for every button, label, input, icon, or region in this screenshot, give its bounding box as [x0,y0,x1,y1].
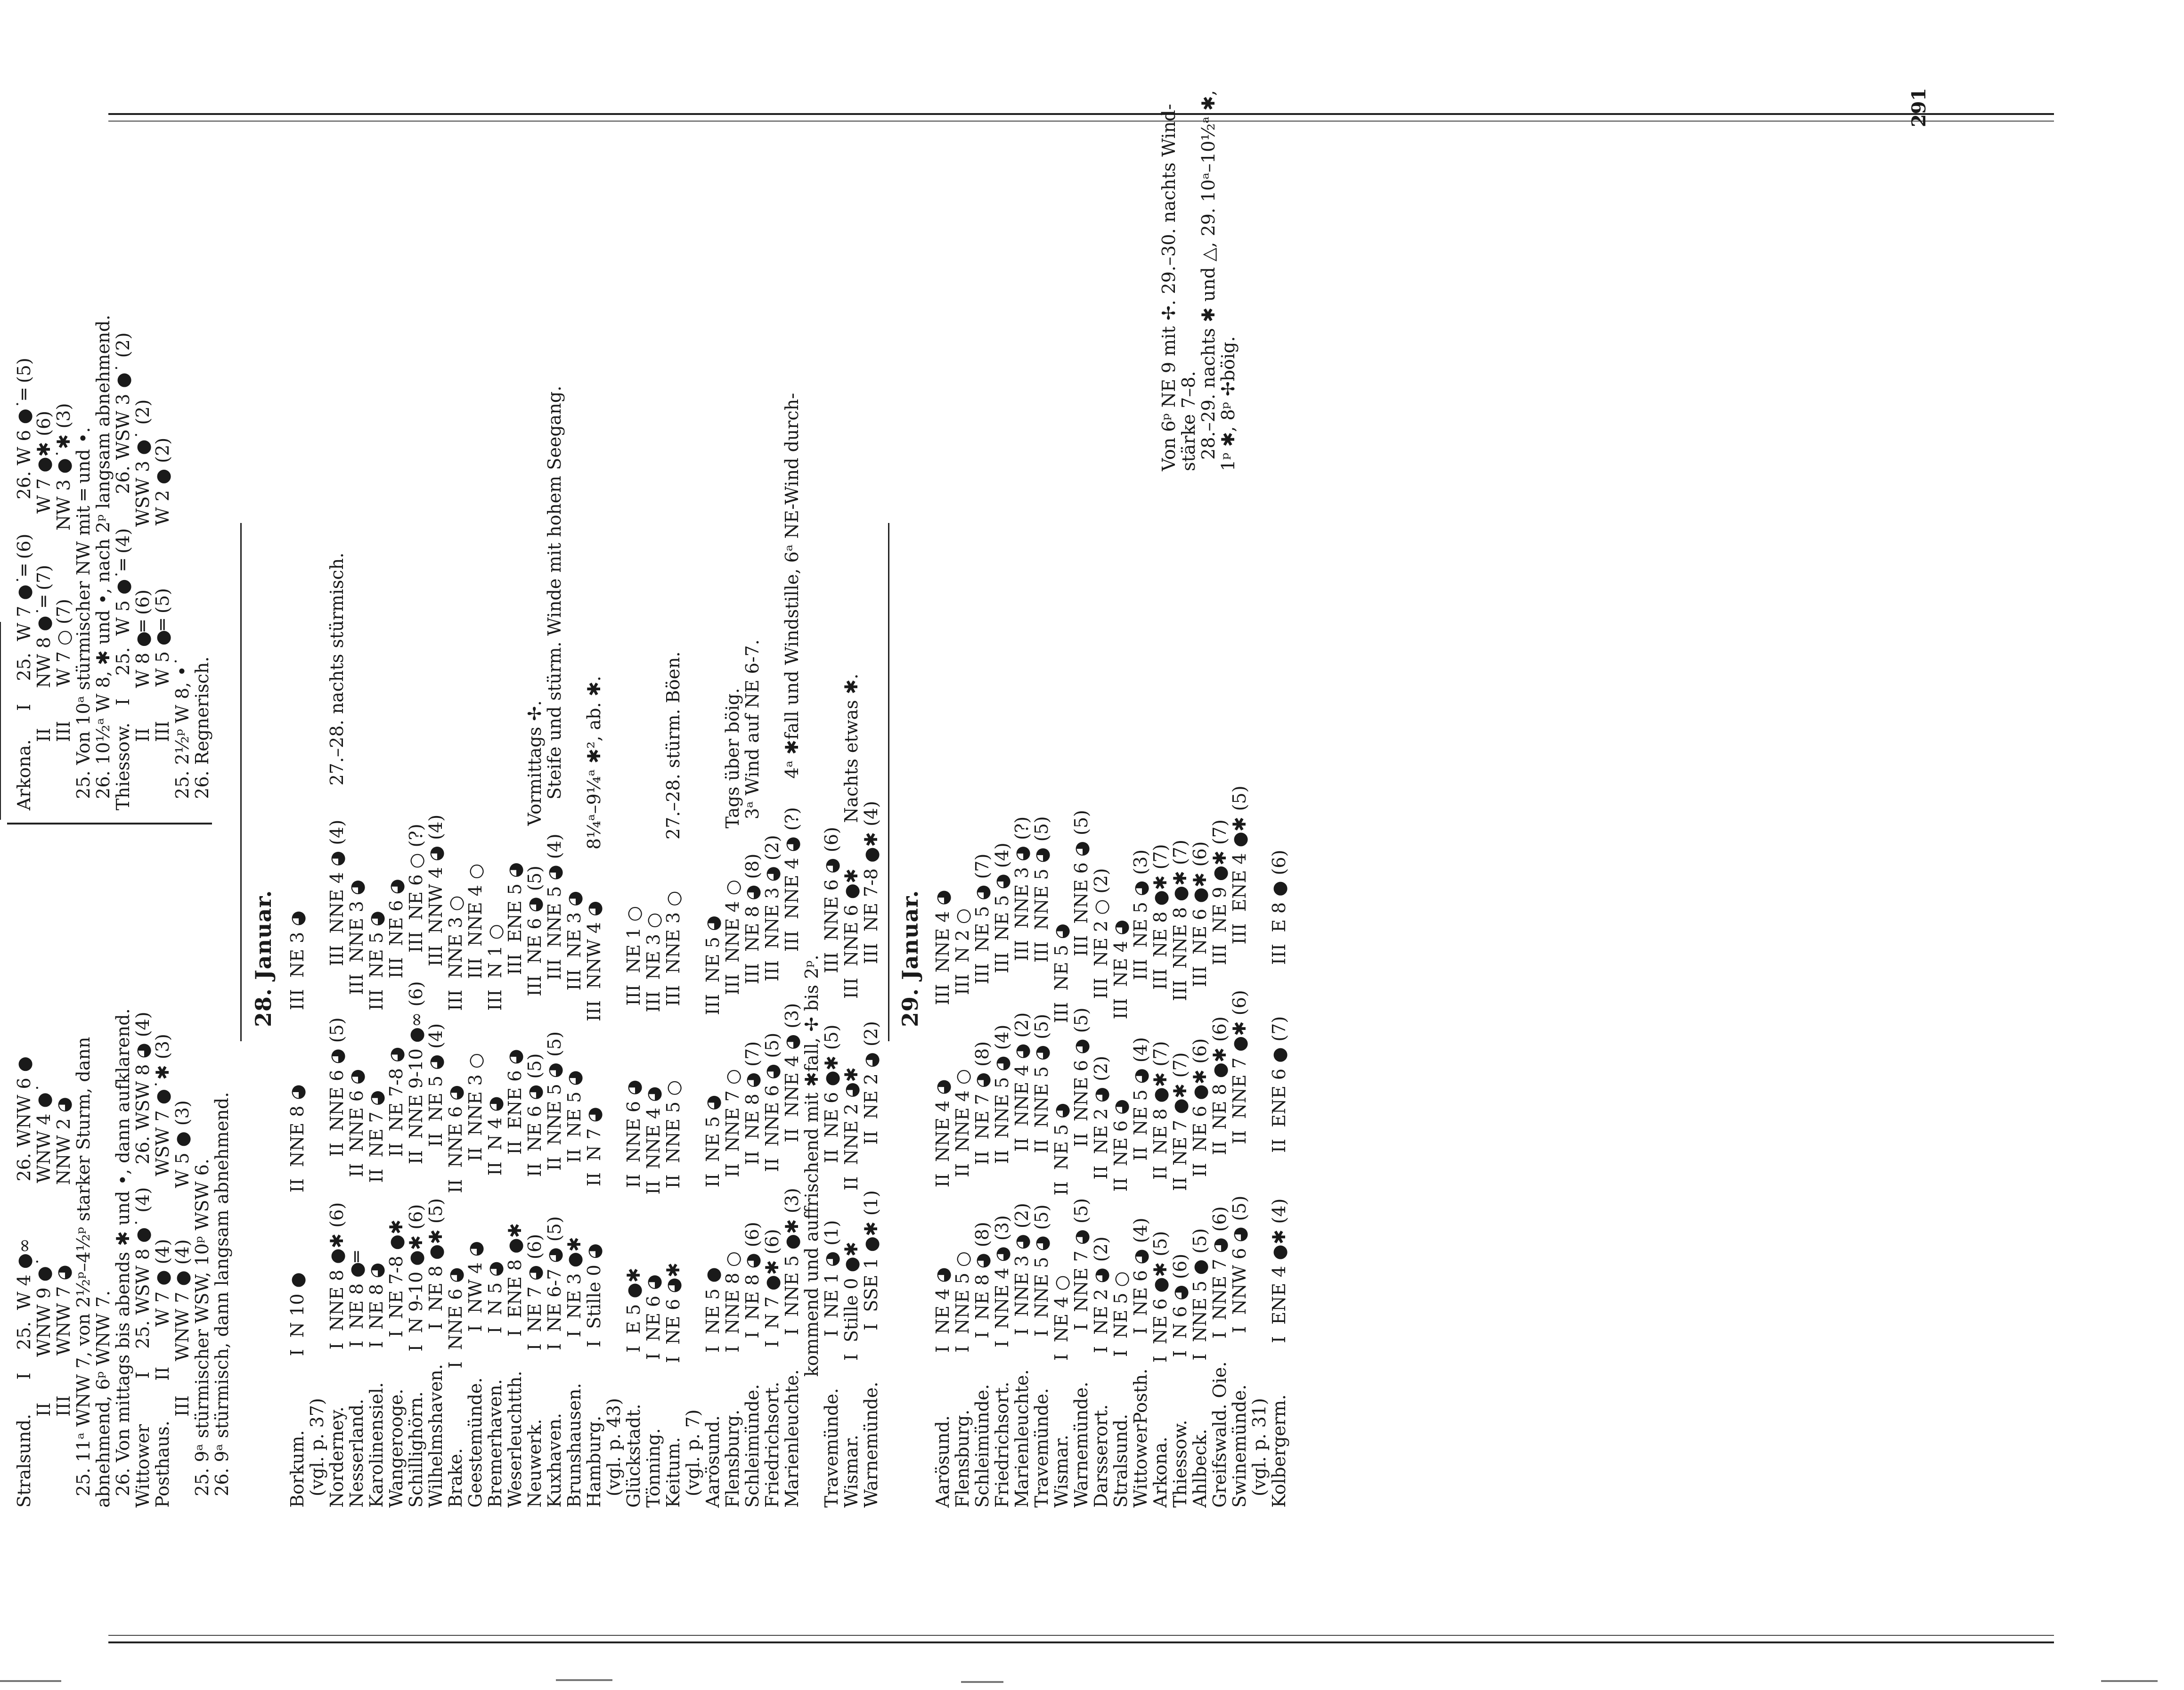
s3-row: Aarösund. I NE 4 ◕ II NNE 4 ◕ III NNE 4 ◕ [932,890,953,1508]
scan-edge-mark [961,1681,1003,1683]
scan-edge-mark [0,1680,61,1682]
s2-row: (vgl. p. 43) [603,1398,624,1508]
scan-edge-mark [2101,1680,2158,1682]
s2-row: Tönning. I NE 6 ◕ II NNE 4 ◕ III NE 3 ○ [643,912,664,1508]
s3-note-line: 28.–29. nachts ✱ und △, 29. 10ᵃ–10½ᵃ ✱, [1198,90,1219,471]
s2-row: Bremerhaven. I N 5 ◕ II N 4 ◕ III N 1 ○ [485,924,505,1508]
s1-right-line: III W 7 ○ (7) NW 3 ●˙✱ (3) [53,403,74,810]
s2-row: Friedrichsort. I N 7 ●✱ (6) II NNE 6 ◕ (5) III NNE 3 ◕ (2) [762,835,782,1508]
s3-row: Darsserort. I NE 2 ◕ (2) II NE 2 ◕ (2) III NE 2 ○ (2) [1091,868,1111,1508]
s1-right-line: III W 5 ●═ (5) W 2 ● (2) [152,437,173,810]
s2-row: Hamburg. I Stille 0 ◕ II N 7 ◕ III NNW 4 ◕ 8¼ᵃ–9¼ᵃ ✱², ab. ✱. [584,676,604,1508]
s2-row: (vgl. p. 37) [307,1398,327,1508]
s3-row: Flensburg. I NNE 5 ○ II NNE 4 ○ III N 2 ○ [952,908,973,1508]
s3-row: Friedrichsort. I NNE 4 ◕ (3) II NNE 5 ◕ (4) III NE 5 ◕ (4) [992,842,1012,1508]
s1-right-line: II NW 8 ●˙═ (7) W 7 ●✱ (6) [33,410,54,810]
s2-row: Schillighörn. I N 9-10 ●✱ (6) II NNE 9-10 ●∞ (6) III NE 6 ○ (?) [406,824,426,1508]
s2-row: Geestemünde. I NW 4 ◕ II NNE 3 ○ III NNE 4 ○ [465,863,486,1508]
s3-row: Stralsund. I NE 5 ○ II NE 6 ◕ III NE 4 ◕ [1110,919,1131,1508]
s3-row: Greifswald. Oie. I NNE 7 ◕ (6) II NE 8 ●✱ (6) III NE 9 ●✱ (7) [1209,819,1230,1508]
s1-right-line: 25. Von 10ᵃ stürmischer NW mit ═ und •. [73,427,94,810]
s1-left-line: 26. Von mittags bis abends ✱ und •, dann aufklarend. [113,1008,133,1508]
s1-left-line: abnehmend, 6ᵖ WNW 7. [93,1290,114,1508]
s2-row: Wilhelmshaven. I NE 8 ●✱ (5) II NE 5 ◕ (4) III NNW 4 ◕ (4) [425,814,446,1508]
scan-edge-mark [556,1679,612,1681]
s1-right-line: 25. 2½ᵖ W 8, •˙ [172,657,193,810]
s1-left-line: 25. 9ᵃ stürmischer WSW, 10ᵖ WSW 6. [192,1159,212,1508]
s3-row: WittowerPosth. I NE 6 ◕ (4) II NE 5 ◕ (4) III NE 5 ◕ (3) [1130,849,1151,1508]
s2-row: Aarösund. I NE 5 ● II NE 5 ◕ III NE 5 ◕ [702,915,723,1508]
s3-row: Warnemünde. I NNE 7 ◕ (5) II NNE 6 ◕ (5) III NNE 6 ◕ (5) [1071,810,1092,1508]
s2-row: Keitum. I NE 6 ◕✱ II NNE 5 ○ III NNE 3 ○ 27.–28. stürm. Böen. [663,651,684,1508]
s2-row: (vgl. p. 7) [683,1409,703,1508]
section-rule [240,523,242,1041]
s1-right-line: 26. Regnerisch. [192,656,212,810]
s2-row: Neuwerk. I NE 7 ◕ (6) II NE 6 ◕ (5) III NE 6 ◕ (5) Vormittags ✢. [524,700,545,1508]
s2-row: Wismar. I Stille 0 ●✱ II NNE 2 ◕✱ III NNE 6 ●✱ Nachts etwas ✱. [841,673,862,1508]
s1-left-line: 26. 9ᵃ stürmisch, dann langsam abnehmend. [212,1092,232,1508]
s2-row: Schleimünde. I NE 8 ◕ (6) II NE 8 ◕ (7) III NE 8 ◕ (8) 3ᵃ Wind auf NE 6-7. [742,639,763,1508]
s3-row: Arkona. I NE 6 ●✱ (5) II NE 8 ●✱ (7) III NE 8 ●✱ (7) [1150,844,1171,1508]
s2-row: Weserleuchtth. I ENE 8 ●✱ II ENE 6 ◕ III ENE 5 ◕ [505,862,525,1508]
heading-underline [0,622,1,820]
rotated-page [0,19,1941,1536]
s2-row: Karolinensiel. I NE 8 ◕ II NE 7 ◕ III NE 5 ◕ [366,911,387,1508]
s1-left-line: Stralsund. I 25. W 4 ●∞ 26. WNW 6 ● [14,1056,34,1508]
s2-row: Nesserland. I NE 8 ●═ II NNE 6 ◕ III NNE 3 ◕ [346,879,367,1508]
s3-row: Marienleuchte. I NNE 3 ◕ (2) II NNE 4 ◕ (2) III NNE 3 ◕ (?) [1011,816,1032,1508]
s2-row: Warnemünde. I SSE 1 ●✱ (1) II NE 2 ◕ (2) III NE 7-8 ●✱ (4) [861,800,881,1508]
s1-left-line: Posthaus. II W 7 ● (4) WSW 7 ●˙✱ (3) [152,1034,173,1508]
s2-row: Flensburg. I NNE 8 ○ II NNE 7 ○ III NNE 4 ○ Tags über böig. [722,688,743,1508]
s3-row: Thiessow. I N 6 ◕ (6) II NE 7 ●✱ (7) III NNE 8 ●✱ (7) [1170,840,1190,1508]
s3-note-line: 1ᵖ ✱, 8ᵖ ✢böig. [1218,336,1239,471]
s1-left-line: II WNW 9 ●˙ WNW 4 ●˙ [33,1083,54,1508]
s3-row: Ahlbeck. I NNE 5 ● (5) II NE 6 ●✱ (6) III NE 6 ●✱ (6) [1190,841,1210,1508]
s1-right-line: II W 8 ●═ (6) WSW 3 ●˙ (2) [132,399,153,810]
s1-left-line: 25. 11ᵃ WNW 7, von 2½ᵖ–4½ᵖ starker Sturm, dann [73,1037,94,1508]
s2-row: Brake. I NNE 6 ◕ II NNE 6 ◕ III NNE 3 ○ [445,895,466,1508]
s2-row: Norderney. I NNE 8 ●✱ (6) II NNE 6 ◕ (5) III NNE 4 ◕ (4) 27.–28. nachts stürmisch. [326,552,347,1508]
s3-note-line: stärke 7–8. [1178,371,1199,471]
s2-row: Brunshausen. I NE 3 ●✱ II NE 5 ◕ III NE 3 ◕ [564,890,585,1508]
s1-right-line: Thiessow. I 25. W 5 ●˙═ (4) 26. WSW 3 ●˙ (2) [113,332,133,810]
s2-row: Marienleuchte. I NNE 5 ●✱ (3) II NNE 4 ◕ (3) III NNE 4 ◕ (?) 4ᵃ ✱fall und Windstille, 6ᵃ NE-Wind durch- [782,392,802,1508]
section-rule [888,523,889,1041]
s1-left-line: III WNW 7 ● (4) W 5 ● (3) [172,1100,193,1508]
column-divider [7,823,212,825]
s2-row: Kuxhaven. I NE 6-7 ◕ (5) II NNE 5 ◕ (5) III NNE 5 ◕ (4) Steife und stürm. Winde mit hohem Seegang. [544,385,565,1508]
heading-28-januar: 28. Januar. [251,890,276,1027]
s3-row: Schleimünde. I NE 8 ◕ (8) II NE 7 ◕ (8) III NE 5 ◕ (7) [972,853,993,1508]
heading-29-januar: 29. Januar. [897,890,923,1027]
s3-row: Swinemünde. I NNW 6 ◕ (5) II NNE 7 ●✱ (6) III ENE 4 ●✱ (5) [1229,785,1250,1508]
s3-note-line: Von 6ᵖ NE 9 mit ✢. 29.–30. nachts Wind- [1158,104,1179,471]
s3-row: Kolbergerm. I ENE 4 ●✱ (4) II ENE 6 ● (7) III E 8 ● (6) [1269,849,1289,1508]
s3-row: Travemünde. I NNE 5 ◕ (5) II NNE 5 ◕ (5) III NNE 5 ◕ (5) [1031,816,1052,1508]
s2-row: kommend und auffrischend mit ✱fall, ✢ bis 2ᵖ. [801,955,822,1508]
page-number: 291 [1908,88,1930,127]
s2-row: Wangerooge. I NE 7-8 ●✱ II NE 7-8 ◕ III NE 6 ◕ [386,879,407,1508]
s1-left-line: III WNW 7 ◕ NNW 2 ◕ [53,1097,74,1508]
s1-left-line: Wittower I 25. WSW 8 ●˙ (4) 26. WSW 8 ◕ (4) [132,1012,153,1508]
s1-right-line: 26. 10½ᵃ W 8, ✱ und •, nach 2ᵖ langsam abnehmend. [93,314,114,810]
s3-row: Wismar. I NE 4 ○ II NE 5 ◕ III NE 5 ◕ [1051,923,1072,1508]
s2-row: Travemünde. I NE 1 ◕ (1) II NE 6 ●✱ (5) III NNE 6 ◕ (6) [821,826,842,1508]
s1-right-line: Arkona. I 25. W 7 ●˙═ (6) 26. W 6 ●˙═ (5) [14,358,34,810]
s2-row: Glückstadt. I E 5 ●✱ II NNE 6 ◕ III NE 1 ○ [623,906,644,1508]
s2-row: Borkum. I N 10 ● II NNE 8 ◕ III NE 3 ◕ [287,910,308,1508]
s3-row: (vgl. p. 31) [1249,1398,1270,1508]
